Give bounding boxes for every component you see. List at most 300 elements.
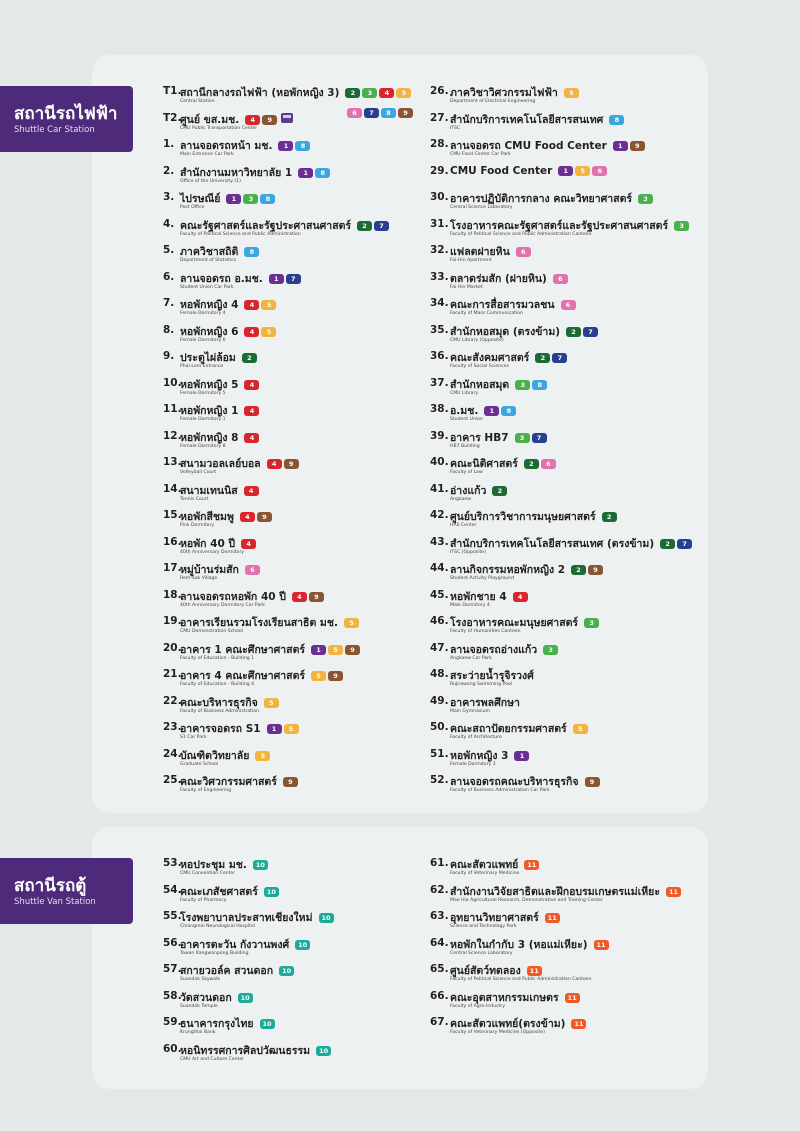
station-name: วัดสวนดอก [180, 991, 232, 1004]
station-name: หมู่บ้านร่มสัก [180, 564, 239, 576]
station-english-name: Female Dormitory 8 [180, 443, 226, 449]
station-name-line [450, 111, 626, 128]
station-name: หอพักชาย 4 [450, 590, 507, 603]
line-badge-9: 9 [284, 459, 299, 469]
line-badge-11: 11 [545, 913, 560, 923]
line-badges [513, 590, 530, 602]
station-name: คณะสถาปัตยกรรมศาสตร์ [450, 723, 567, 735]
line-badges [319, 911, 336, 923]
line-badges [564, 86, 581, 98]
station-english-name: Tennis Court [180, 496, 209, 502]
line-badges [660, 537, 694, 549]
station-name: ลานจอดรถ อ.มช. [180, 272, 263, 285]
station-english-name: Fai-Hin Apartment [450, 258, 492, 263]
line-badge-3: 3 [362, 88, 377, 98]
line-badges [553, 272, 570, 284]
station-english-name: Student Union [450, 417, 483, 422]
station-english-name: Faculty of Engineering [180, 788, 232, 793]
station-name: บัณฑิตวิทยาลัย [180, 749, 250, 762]
station-name: สำนักงานมหาวิทยาลัย 1 [180, 166, 293, 179]
station-name: อุทยานวิทยาศาสตร์ [450, 912, 539, 924]
station-name: ลานจอดรถหน้า มช. [180, 140, 273, 152]
line-badge-11: 11 [524, 860, 539, 870]
station-number: 21. [163, 668, 182, 680]
station-english-name: Mae Hia Agricultural Research, Demonstrative and Training Center [450, 897, 603, 903]
station-number: 1. [163, 138, 175, 150]
station-english-name: Central Science Laboratory [450, 205, 513, 210]
station-number: 66. [430, 989, 449, 1002]
line-badges [311, 643, 362, 655]
line-badge-10: 10 [279, 966, 294, 976]
line-badges [238, 991, 255, 1003]
station-name: อ.มช. [450, 405, 479, 417]
station-name: คณะการสื่อสารมวลชน [450, 299, 555, 311]
line-badges [295, 938, 312, 950]
line-badge-10: 10 [264, 887, 279, 897]
station-english-name: Department of Statistics [180, 258, 237, 263]
station-name: คณะนิติศาสตร์ [450, 458, 518, 470]
line-badges [558, 164, 609, 176]
station-english-name: Faculty of Veterinary Medicine (Opposite) [450, 1030, 545, 1035]
t1-extra-lines [347, 100, 415, 119]
station-number: 41. [430, 482, 449, 495]
station-english-name: Rujirawong Swimming Pool [450, 682, 512, 687]
station-name: ตลาดร่มสัก (ฝายหิน) [450, 272, 547, 285]
line-badges [585, 775, 602, 787]
station-number: 54. [163, 883, 182, 896]
station-english-name: Faculty of Agro-Industry [450, 1003, 505, 1009]
line-badge-11: 11 [571, 1019, 586, 1029]
station-number: 30. [430, 191, 449, 203]
station-number: 61. [430, 857, 449, 869]
line-badge-5: 5 [328, 645, 343, 655]
line-badges [571, 1017, 588, 1029]
station-number: 10. [163, 376, 182, 389]
station-name: หอพักสีชมพู [180, 511, 234, 523]
station-name: คณะสังคมศาสตร์ [450, 352, 530, 364]
station-english-name: CMU Demonstration School [180, 629, 243, 634]
line-badges [571, 563, 605, 575]
station-english-name: Graduate School [180, 761, 219, 767]
station-name: อาคารตะวัน กังวานพงศ์ [180, 938, 290, 951]
station-name: แฟลตฝายหิน [450, 246, 510, 258]
station-english-name: Student Activity Playground [450, 576, 515, 581]
line-badge-1: 1 [558, 166, 573, 176]
line-badge-10: 10 [260, 1019, 275, 1029]
station-name: ลานกิจกรรมหอพักหญิง 2 [450, 564, 566, 576]
line-badges [283, 775, 300, 787]
station-name: สำนักงานวิจัยสาธิตและฝึกอบรมเกษตรแม่เหียะ [450, 885, 660, 898]
line-badges [244, 431, 261, 443]
line-badges [267, 722, 301, 734]
line-badge-8: 8 [260, 194, 275, 204]
line-badge-8: 8 [295, 141, 310, 151]
station-name: คณะอุตสาหกรรมเกษตร [450, 991, 559, 1004]
station-english-name: Angkaew Car Park [450, 655, 492, 661]
station-name: ลานจอดรถคณะบริหารธุรกิจ [450, 776, 579, 788]
station-name: สำนักบริการเทคโนโลยีสารสนเทศ (ตรงข้าม) [450, 537, 655, 550]
station-number: 27. [430, 111, 449, 124]
station-number: 38. [430, 403, 449, 415]
line-badge-7: 7 [532, 433, 547, 443]
line-badge-7: 7 [374, 221, 389, 231]
station-name: หอพักหญิง 5 [180, 378, 239, 391]
line-badge-7: 7 [677, 539, 692, 549]
station-english-name: 40th Anniversary Dormitory Car Park [180, 602, 265, 608]
station-english-name: Department of Electrical Engineering [450, 99, 536, 104]
line-badges [535, 351, 569, 363]
station-number: 9. [163, 350, 175, 362]
station-number: 24. [163, 747, 182, 760]
line-badges [244, 378, 261, 390]
shuttle-van-station-tag [0, 858, 133, 924]
station-english-name: Rom-Sak Village [180, 576, 218, 581]
line-badge-9: 9 [262, 115, 277, 125]
station-number: 50. [430, 721, 449, 733]
station-name: คณะสัตวแพทย์(ตรงข้าม) [450, 1018, 566, 1030]
station-number: 25. [163, 774, 182, 786]
station-number: 53. [163, 857, 182, 869]
station-number: 15. [163, 509, 182, 521]
station-english-name: Central Science Laboratory [450, 950, 513, 956]
station-number: 64. [430, 936, 449, 949]
line-badge-5: 5 [255, 751, 270, 761]
line-badge-10: 10 [253, 860, 268, 870]
line-badge-5: 5 [573, 724, 588, 734]
line-badge-6: 6 [541, 459, 556, 469]
station-name: อาคารจอดรถ S1 [180, 723, 261, 735]
line-badge-9: 9 [328, 671, 343, 681]
station-english-name: Chiangmai Neurological Hospital [180, 924, 255, 929]
line-badge-5: 5 [284, 724, 299, 734]
station-name: อาคารเรียนรวมโรงเรียนสาธิต มช. [180, 617, 338, 629]
station-name: หอพักหญิง 8 [180, 431, 239, 444]
station-number: 12. [163, 429, 182, 442]
station-english-name: Faculty of Education - Building 1 [180, 655, 255, 661]
station-number: 32. [430, 244, 449, 256]
station-english-name: Faculty of Architecture [450, 735, 502, 740]
line-badge-4: 4 [244, 433, 259, 443]
line-badge-2: 2 [345, 88, 360, 98]
station-english-name: S1 Car Park [180, 735, 207, 740]
line-badges [244, 245, 261, 257]
station-number: 36. [430, 350, 449, 362]
station-name: คณะบริหารธุรกิจ [180, 696, 258, 709]
line-badge-10: 10 [319, 913, 334, 923]
station-name: ศูนย์บริการวิชาการมนุษยศาสตร์ [450, 511, 596, 523]
line-badge-4: 4 [244, 380, 259, 390]
line-badges [292, 590, 326, 602]
line-badges [566, 325, 600, 337]
line-badge-6: 6 [553, 274, 568, 284]
station-number: 5. [163, 244, 175, 256]
station-name: หอพักหญิง 4 [180, 299, 239, 311]
line-badge-1: 1 [298, 168, 313, 178]
line-badge-11: 11 [594, 940, 609, 950]
station-english-name: Office of the University (1) [180, 178, 241, 184]
station-english-name: Faculty of Business Administration [180, 708, 259, 714]
station-english-name: Faculty of Mass Communication [450, 311, 523, 316]
station-name: อาคารปฏิบัติการกลาง คณะวิทยาศาสตร์ [450, 193, 633, 205]
line-badge-11: 11 [527, 966, 542, 976]
station-name: ลานจอดรถ CMU Food Center [450, 140, 607, 152]
station-number: 4. [163, 217, 175, 230]
line-badge-1: 1 [278, 141, 293, 151]
line-badge-1: 1 [484, 406, 499, 416]
station-name: สำนักบริการเทคโนโลยีสารสนเทศ [450, 113, 604, 126]
line-badge-4: 4 [513, 592, 528, 602]
station-name: หอประชุม มช. [180, 859, 247, 871]
station-number: 3. [163, 191, 175, 203]
line-badge-11: 11 [565, 993, 580, 1003]
line-badge-5: 5 [396, 88, 411, 98]
station-name: ประตูไผ่ล้อม [180, 352, 236, 364]
line-badges [244, 298, 278, 310]
line-badges [638, 192, 655, 204]
station-english-name: Female Dormitory 5 [180, 390, 226, 396]
station-number: 8. [163, 323, 175, 336]
station-name: ธนาคารกรุงไทย [180, 1018, 254, 1030]
station-english-name: 40th Anniversary Dormitory [180, 549, 245, 555]
line-badge-5: 5 [575, 166, 590, 176]
station-name: หอพักหญิง 6 [180, 325, 239, 338]
station-english-name: Faculty of Veterinary Medicine [450, 871, 520, 876]
station-name: ศูนย์ ขส.มช. [180, 113, 240, 126]
station-number: 60. [163, 1042, 182, 1055]
line-badge-4: 4 [240, 512, 255, 522]
line-badge-8: 8 [381, 108, 396, 118]
line-badges [279, 964, 296, 976]
line-badge-2: 2 [492, 486, 507, 496]
station-english-name: HAS Center [450, 523, 477, 528]
station-name: คณะวิศวกรรมศาสตร์ [180, 776, 277, 788]
station-name: หอพักในกำกับ 3 (หอแม่เหียะ) [450, 938, 588, 951]
line-badge-3: 3 [243, 194, 258, 204]
station-number: 40. [430, 456, 449, 468]
line-badge-2: 2 [357, 221, 372, 231]
line-badge-2: 2 [524, 459, 539, 469]
station-english-name: Main Gymnasium [450, 708, 490, 714]
line-badges [492, 484, 509, 496]
line-badge-9: 9 [257, 512, 272, 522]
station-english-name: Pink Dormitory [180, 523, 215, 528]
station-number: 46. [430, 615, 449, 627]
station-number: 14. [163, 482, 182, 495]
station-number: 16. [163, 535, 182, 548]
station-name: อาคารพลศึกษา [450, 696, 520, 709]
line-badges [357, 219, 391, 231]
station-number: 22. [163, 694, 182, 707]
station-english-name: HB7 Building [450, 443, 480, 449]
line-badge-4: 4 [379, 88, 394, 98]
line-badges [602, 510, 619, 522]
line-badge-3: 3 [584, 618, 599, 628]
line-badge-4: 4 [244, 300, 259, 310]
station-english-name: Female Dormitory 1 [180, 417, 226, 422]
station-number: 39. [430, 429, 449, 442]
station-english-name: Faculty of Political Science and Public Administration [180, 231, 301, 237]
line-badges [255, 749, 272, 761]
station-name: คณะเภสัชศาสตร์ [180, 885, 258, 898]
station-english-name: ITSC [450, 125, 461, 131]
line-badge-4: 4 [241, 539, 256, 549]
station-number: 23. [163, 721, 182, 733]
station-english-name: Faculty of Education - Building 4 [180, 682, 255, 687]
line-badge-4: 4 [245, 115, 260, 125]
shuttle-car-station-tag [0, 86, 133, 152]
station-name-line [180, 84, 413, 101]
station-name: CMU Food Center [450, 164, 553, 177]
station-english-name: CMU Public Transportation Center [180, 125, 258, 131]
station-number: T2. [163, 111, 182, 124]
station-name: คณะสัตวแพทย์ [450, 859, 519, 871]
line-badges [316, 1044, 333, 1056]
line-badge-6: 6 [245, 565, 260, 575]
station-name: สำนักหอสมุด (ตรงข้าม) [450, 325, 561, 338]
station-number: 33. [430, 270, 449, 283]
line-badge-3: 3 [674, 221, 689, 231]
bus-icon [281, 113, 293, 123]
station-number: 37. [430, 376, 449, 389]
station-number: 52. [430, 774, 449, 786]
station-english-name: Volleyball Court [180, 470, 217, 475]
line-badges [524, 858, 541, 870]
line-badges [573, 722, 590, 734]
line-badges [345, 86, 413, 98]
line-badges [514, 749, 531, 761]
line-badge-2: 2 [602, 512, 617, 522]
line-badges [264, 696, 281, 708]
station-english-name: Faculty of Business Administration Car Park [450, 788, 550, 793]
station-english-name: Faculty of Law [450, 470, 483, 475]
line-badges [674, 219, 691, 231]
line-badge-6: 6 [516, 247, 531, 257]
station-number: 51. [430, 747, 449, 760]
station-name: ภาควิชาวิศวกรรมไฟฟ้า [450, 87, 558, 99]
station-name: อาคาร HB7 [450, 431, 509, 444]
station-number: 42. [430, 509, 449, 521]
station-english-name: Post Office [180, 205, 205, 210]
station-name: ศูนย์สัตว์ทดลอง [450, 965, 521, 977]
station-english-name: Male Dormitory 4 [450, 602, 490, 608]
station-number: 56. [163, 936, 182, 949]
line-badge-5: 5 [311, 671, 326, 681]
shuttle-car-title-th: สถานีรถไฟฟ้า [14, 104, 118, 124]
line-badges [298, 166, 332, 178]
station-english-name: CMU Convention Center [180, 871, 236, 876]
station-english-name: Female Dormitory 4 [180, 311, 226, 316]
line-badge-6: 6 [561, 300, 576, 310]
line-badge-3: 3 [638, 194, 653, 204]
station-number: 11. [163, 403, 182, 415]
line-badges [260, 1017, 277, 1029]
station-name: หอพักหญิง 3 [450, 749, 509, 762]
station-english-name: CMU Library (Opposite) [450, 337, 504, 343]
line-badge-7: 7 [583, 327, 598, 337]
station-english-name: Faculty of Political Science and Public Administration Canteen [450, 977, 592, 982]
station-number: 57. [163, 963, 182, 975]
line-badges [226, 192, 277, 204]
line-badges [241, 537, 258, 549]
station-name: ลานจอดรถหอพัก 40 ปี [180, 590, 286, 603]
line-badge-2: 2 [242, 353, 257, 363]
station-name: โรงพยาบาลประสาทเชียงใหม่ [180, 912, 313, 924]
station-name: สกายวอล์ค สวนดอก [180, 965, 274, 977]
shuttle-car-title-en: Shuttle Car Station [14, 125, 95, 135]
line-badge-5: 5 [261, 300, 276, 310]
station-name: โรงอาหารคณะรัฐศาสตร์และรัฐประศาสนศาสตร์ [450, 219, 669, 232]
station-english-name: Suandok Skywalk [180, 977, 221, 982]
line-badges [244, 484, 261, 496]
station-name: ไปรษณีย์ [180, 193, 221, 205]
station-name: โรงอาหารคณะมนุษยศาสตร์ [450, 617, 579, 629]
line-badge-7: 7 [552, 353, 567, 363]
station-english-name: Main Entrance Car Park [180, 152, 234, 157]
line-badge-4: 4 [244, 406, 259, 416]
station-number: 35. [430, 323, 449, 336]
station-number: 43. [430, 535, 449, 548]
station-english-name: Central Station [180, 99, 215, 104]
station-english-name: Female Dormitory 3 [450, 761, 496, 767]
station-name-line [450, 535, 694, 552]
station-english-name: Science and Technology Park [450, 924, 517, 929]
station-number: 55. [163, 910, 182, 922]
station-english-name: Faculty of Political Science and Public Administration Canteen [450, 231, 592, 237]
station-name: สำนักหอสมุด [450, 378, 510, 391]
line-badge-5: 5 [564, 88, 579, 98]
line-badge-8: 8 [315, 168, 330, 178]
line-badge-9: 9 [283, 777, 298, 787]
line-badge-5: 5 [264, 698, 279, 708]
line-badge-9: 9 [398, 108, 413, 118]
station-number: 59. [163, 1016, 182, 1028]
line-badges [242, 351, 259, 363]
station-name: สนามวอลเลย์บอล [180, 458, 261, 470]
station-english-name: CMU Food Center Car Park [450, 152, 511, 157]
station-number: 49. [430, 694, 449, 707]
line-badges [264, 885, 281, 897]
line-badges [278, 139, 312, 151]
station-english-name: Krungthai Bank [180, 1030, 216, 1035]
station-english-name: Phai-Lom Entrance [180, 364, 224, 369]
station-name: อาคาร 4 คณะศึกษาศาสตร์ [180, 670, 306, 682]
station-name: อาคาร 1 คณะศึกษาศาสตร์ [180, 643, 306, 656]
line-badges [565, 991, 582, 1003]
station-english-name: Faculty of Pharmacy [180, 897, 227, 903]
station-english-name: Angkaew [450, 496, 471, 502]
station-number: 26. [430, 85, 449, 97]
line-badges [666, 885, 683, 897]
station-number: 44. [430, 562, 449, 574]
line-badge-3: 3 [515, 433, 530, 443]
line-badges [613, 139, 647, 151]
station-number: 34. [430, 297, 449, 309]
line-badges [244, 325, 278, 337]
line-badge-1: 1 [613, 141, 628, 151]
line-badge-8: 8 [244, 247, 259, 257]
line-badge-3: 3 [543, 645, 558, 655]
station-number: 13. [163, 456, 182, 468]
line-badge-4: 4 [267, 459, 282, 469]
station-number: 20. [163, 641, 182, 654]
line-badge-10: 10 [295, 940, 310, 950]
line-badges [344, 616, 361, 628]
station-number: 48. [430, 668, 449, 680]
station-number: 18. [163, 588, 182, 601]
station-name: คณะรัฐศาสตร์และรัฐประศาสนศาสตร์ [180, 219, 352, 232]
line-badges [561, 298, 578, 310]
shuttle-van-title-th: สถานีรถตู้ [14, 876, 87, 896]
